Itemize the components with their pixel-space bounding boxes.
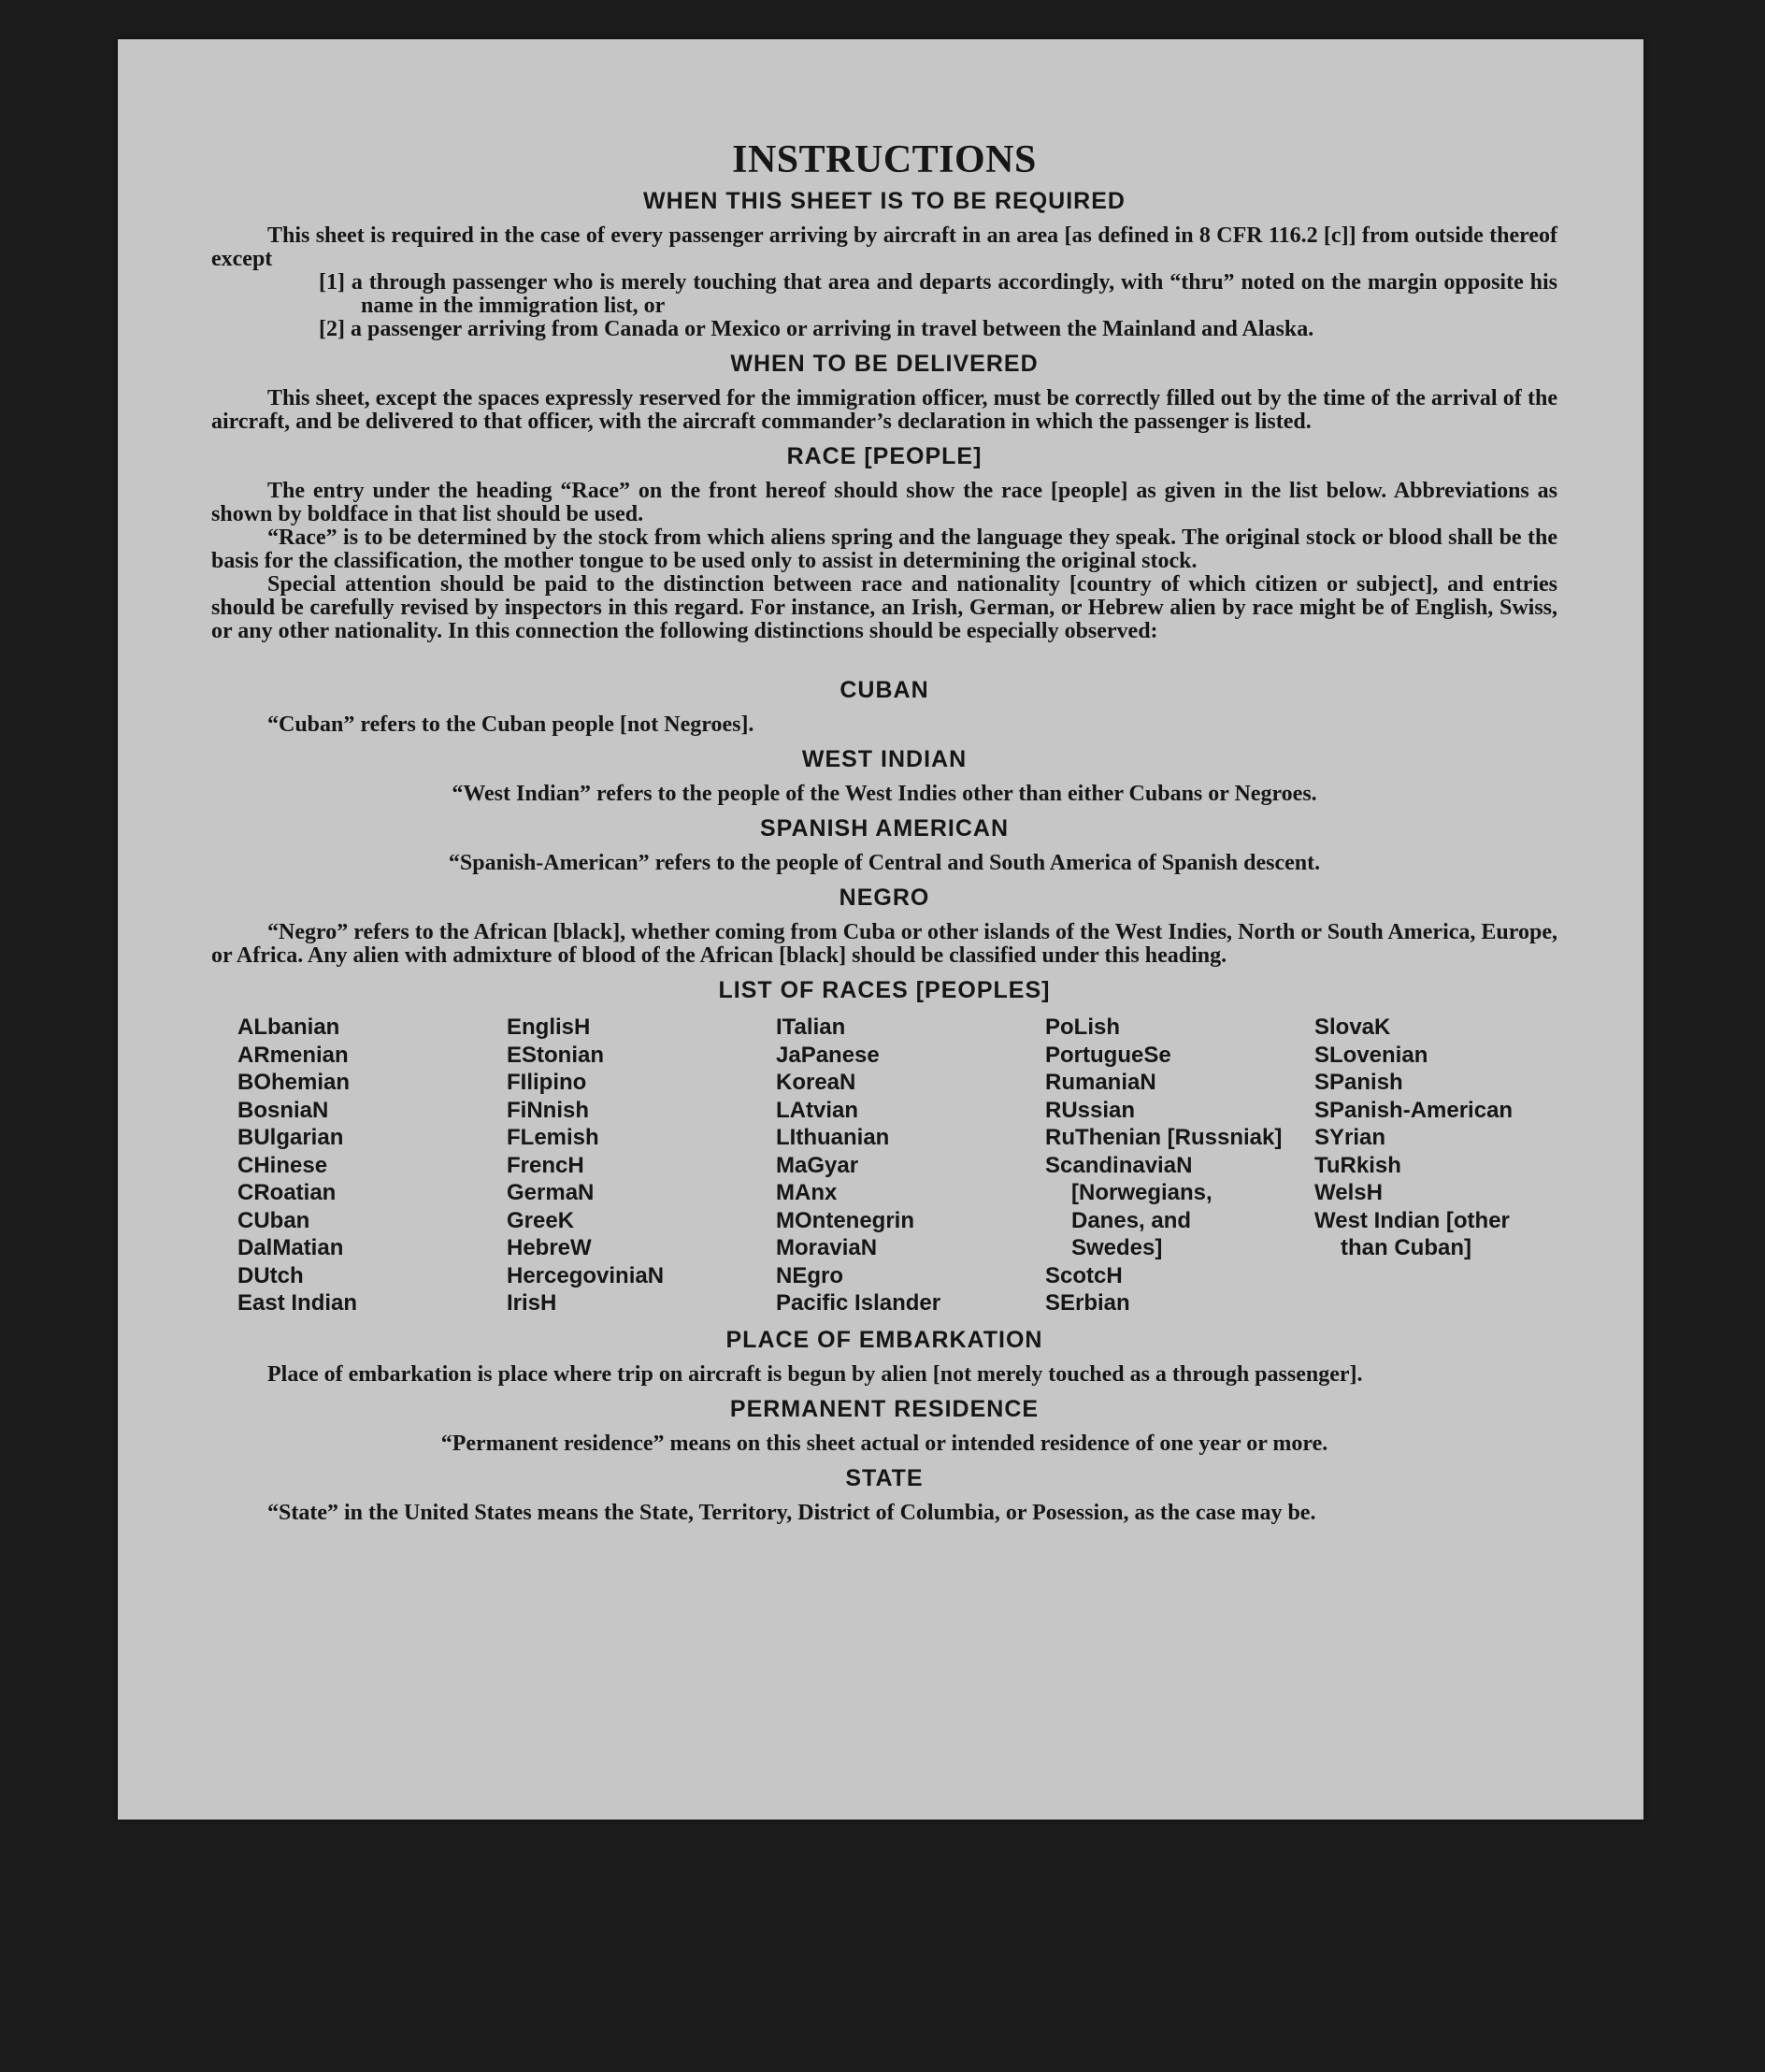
spanish-american-text: “Spanish-American” refers to the people of Central and South America of Spanish descent. — [448, 851, 1321, 875]
race-item: SErbian — [1045, 1290, 1130, 1316]
race-item: TuRkish — [1314, 1152, 1401, 1178]
race-item: ScandinaviaN [Norwegians, Danes, and Swedes] — [1045, 1152, 1213, 1260]
section-heading-required: WHEN THIS SHEET IS TO BE REQUIRED — [643, 188, 1126, 214]
race-item: DUtch — [237, 1262, 304, 1288]
section-heading-embarkation: PLACE OF EMBARKATION — [725, 1326, 1043, 1353]
section-heading-permanent-residence: PERMANENT RESIDENCE — [729, 1395, 1040, 1422]
race-item: NEgro — [776, 1262, 843, 1288]
required-intro: This sheet is required in the case of every passenger arriving by aircraft in an area [as defined in 8 CFR 116.2 [c]] from outside thereof except — [211, 223, 1557, 271]
race-item: MaGyar — [776, 1152, 859, 1178]
race-item: SYrian — [1314, 1125, 1386, 1150]
race-item: SlovaK — [1314, 1014, 1391, 1040]
race-paragraph-2: “Race” is to be determined by the stock from which aliens spring and the language they speak. The original stock or blood shall be the basis for the classification, the mother tongue to be used only to assist in determining the original stock. — [211, 525, 1557, 573]
race-item: SLovenian — [1314, 1042, 1428, 1068]
race-item: SPanish — [1314, 1070, 1403, 1095]
race-item: ARmenian — [237, 1042, 349, 1068]
race-item: FIlipino — [507, 1070, 587, 1095]
delivered-text: This sheet, except the spaces expressly reserved for the immigration officer, must be correctly filled out by the time of the arrival of the aircraft, and be delivered to that officer, with the aircraft commander’s declaration in which the passenger is listed. — [211, 386, 1557, 434]
race-item: ScotcH — [1045, 1262, 1123, 1288]
race-item: FrencH — [507, 1152, 584, 1178]
race-item: JaPanese — [776, 1042, 880, 1068]
race-paragraph-1: The entry under the heading “Race” on the front hereof should show the race [people] as given in the list below. Abbreviations as shown by boldface in that list should be used. — [211, 479, 1557, 526]
race-item: RUssian — [1045, 1097, 1136, 1123]
race-item: East Indian — [237, 1290, 358, 1316]
races-column-3 — [750, 1014, 1019, 1317]
race-item: RumaniaN — [1045, 1070, 1156, 1095]
embarkation-text: Place of embarkation is place where trip on aircraft is begun by alien [not merely touched as a through passenger]. — [267, 1361, 1363, 1387]
race-item: Pacific Islander — [776, 1290, 941, 1316]
race-item: IrisH — [507, 1290, 557, 1316]
race-item: PoLish — [1045, 1014, 1121, 1040]
race-item: ALbanian — [237, 1014, 340, 1040]
races-list — [211, 1014, 1557, 1317]
race-item: LIthuanian — [776, 1125, 890, 1150]
race-item: BUlgarian — [237, 1125, 344, 1150]
race-item: FLemish — [507, 1125, 599, 1150]
section-heading-west-indian: WEST INDIAN — [801, 746, 968, 772]
required-exception-2: [2] a passenger arriving from Canada or Mexico or arriving in travel between the Mainland and Alaska. — [319, 317, 1314, 341]
document-page — [118, 39, 1643, 1820]
race-item: SPanish-American — [1314, 1097, 1514, 1123]
west-indian-text: “West Indian” refers to the people of the West Indies other than either Cubans or Negroes. — [452, 782, 1317, 806]
race-item: KoreaN — [776, 1070, 856, 1095]
race-item: HebreW — [507, 1235, 592, 1260]
race-paragraph-3: Special attention should be paid to the distinction between race and nationality [country of which citizen or subject], and entries should be carefully revised by inspectors in this regard. For instance, an Irish, German, or Hebrew alien by race might be of English, Swiss, or any other nationality. In this connection the following distinctions should be especially observed: — [211, 572, 1557, 643]
race-item: GermaN — [507, 1180, 595, 1205]
race-item: BOhemian — [237, 1070, 351, 1095]
race-item: BosniaN — [237, 1097, 329, 1123]
race-item: MOntenegrin — [776, 1207, 914, 1233]
race-item: DalMatian — [237, 1235, 344, 1260]
state-text: “State” in the United States means the State, Territory, District of Columbia, or Posession, as the case may be. — [267, 1500, 1316, 1525]
race-item: West Indian [other than Cuban] — [1314, 1207, 1510, 1260]
permanent-residence-text: “Permanent residence” means on this sheet actual or intended residence of one year or more. — [440, 1431, 1328, 1456]
section-heading-state: STATE — [845, 1464, 924, 1491]
race-item: EStonian — [507, 1042, 605, 1068]
race-item: PortugueSe — [1045, 1042, 1171, 1068]
races-column-5 — [1288, 1014, 1557, 1317]
race-item: CUban — [237, 1207, 310, 1233]
race-item: EnglisH — [507, 1014, 591, 1040]
race-item: WelsH — [1314, 1180, 1383, 1205]
races-column-2 — [481, 1014, 750, 1317]
race-item: MoraviaN — [776, 1235, 878, 1260]
required-exception-1: [1] a through passenger who is merely touching that area and departs accordingly, with “thru” noted on the margin opposite his name in the immigration list, or — [319, 270, 1557, 318]
race-item: LAtvian — [776, 1097, 859, 1123]
race-item: CRoatian — [237, 1180, 337, 1205]
race-item: FiNnish — [507, 1097, 589, 1123]
section-heading-race: RACE [PEOPLE] — [786, 443, 983, 469]
section-heading-spanish-american: SPANISH AMERICAN — [759, 815, 1009, 842]
races-column-1 — [211, 1014, 481, 1317]
cuban-text: “Cuban” refers to the Cuban people [not Negroes]. — [267, 712, 754, 737]
race-item: MAnx — [776, 1180, 838, 1205]
section-heading-cuban: CUBAN — [839, 677, 929, 703]
section-heading-negro: NEGRO — [839, 885, 930, 911]
section-heading-delivered: WHEN TO BE DELIVERED — [730, 351, 1039, 377]
section-heading-list-of-races: LIST OF RACES [PEOPLES] — [718, 977, 1051, 1003]
race-item: GreeK — [507, 1207, 575, 1233]
page-title: INSTRUCTIONS — [732, 138, 1037, 181]
instructions-content — [211, 137, 1557, 1525]
race-item: CHinese — [237, 1152, 328, 1178]
race-item: ITalian — [776, 1014, 846, 1040]
negro-text: “Negro” refers to the African [black], whether coming from Cuba or other islands of the West Indies, North or South America, Europe, or Africa. Any alien with admixture of blood of the African [black] should be classified under this heading. — [211, 920, 1557, 968]
race-item: HercegoviniaN — [507, 1262, 665, 1288]
races-column-4 — [1019, 1014, 1288, 1317]
race-item: RuThenian [Russniak] — [1045, 1125, 1283, 1150]
